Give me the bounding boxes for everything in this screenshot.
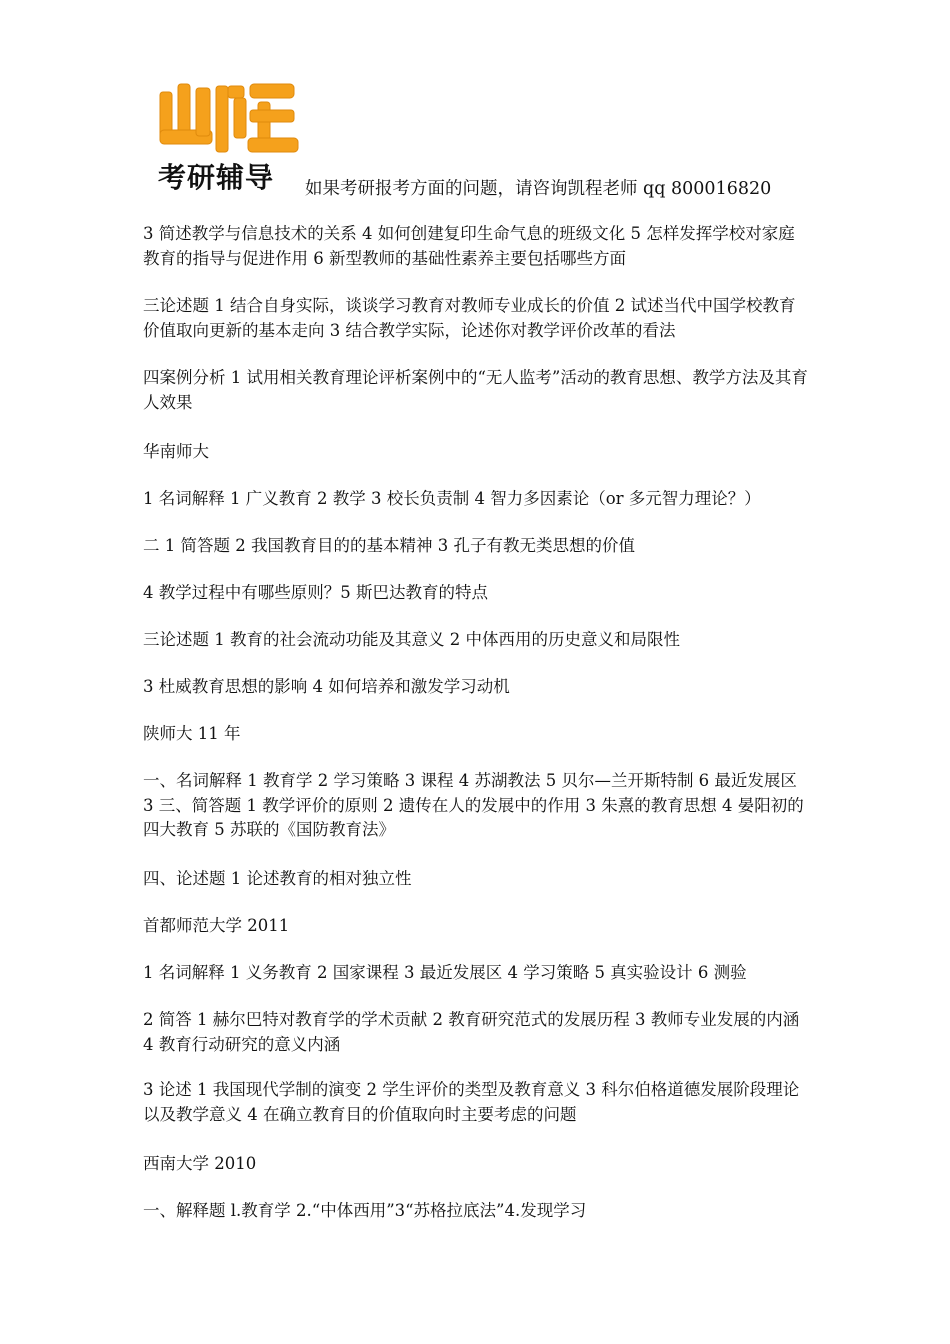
paragraph: 1 名词解释 1 广义教育 2 教学 3 校长负责制 4 智力多因素论（or 多元智力理论？）: [143, 489, 761, 508]
contact-line: 如果考研报考方面的问题，请咨询凯程老师 qq 800016820: [305, 179, 772, 199]
section-heading: 陕师大 11 年: [143, 724, 241, 743]
paragraph: 3 论述 1 我国现代学制的演变 2 学生评价的类型及教育意义 3 科尔伯格道德发展阶段理论以及教学意义 4 在确立教育目的价值取向时主要考虑的问题: [143, 1080, 800, 1124]
section-heading: 西南大学 2010: [143, 1154, 257, 1173]
section-heading: 华南师大: [143, 442, 209, 461]
paragraph: 四案例分析 1 试用相关教育理论评析案例中的“无人监考”活动的教育思想、教学方法及其育人效果: [143, 368, 808, 412]
logo-subtitle: 考研辅导: [158, 161, 275, 194]
paragraph: 一、解释题 l.教育学 2.“中体西用”3“苏格拉底法”4.发现学习: [143, 1201, 587, 1220]
paragraph: 1 名词解释 1 义务教育 2 国家课程 3 最近发展区 4 学习策略 5 真实验设计 6 测验: [143, 963, 747, 982]
logo-wordmark: [154, 80, 302, 160]
section-heading: 首都师范大学 2011: [143, 916, 290, 935]
paragraph: 4 教学过程中有哪些原则？5 斯巴达教育的特点: [143, 583, 488, 602]
paragraph: 三论述题 1 教育的社会流动功能及其意义 2 中体西用的历史意义和局限性: [143, 630, 680, 649]
paragraph: 3 杜威教育思想的影响 4 如何培养和激发学习动机: [143, 677, 510, 696]
paragraph: 三论述题 1 结合自身实际，谈谈学习教育对教师专业成长的价值 2 试述当代中国学校教育价值取向更新的基本走向 3 结合教学实际，论述你对教学评价改革的看法: [143, 296, 796, 340]
paragraph: 四、论述题 1 论述教育的相对独立性: [143, 869, 412, 888]
paragraph: 一、名词解释 1 教育学 2 学习策略 3 课程 4 苏湖教法 5 贝尔—兰开斯特制 6 最近发展区 3 三、简答题 1 教学评价的原则 2 遗传在人的发展中的作用 3 朱熹的教育思想 4 晏阳初的四大教育 5 苏联的《国防教育法》: [143, 771, 804, 839]
brand-logo: [150, 80, 302, 198]
paragraph: 二 1 简答题 2 我国教育目的的基本精神 3 孔子有教无类思想的价值: [143, 536, 635, 555]
paragraph: 2 简答 1 赫尔巴特对教育学的学术贡献 2 教育研究范式的发展历程 3 教师专业发展的内涵 4 教育行动研究的意义内涵: [143, 1010, 800, 1054]
paragraph: 3 简述教学与信息技术的关系 4 如何创建复印生命气息的班级文化 5 怎样发挥学校对家庭教育的指导与促进作用 6 新型教师的基础性素养主要包括哪些方面: [143, 224, 795, 268]
